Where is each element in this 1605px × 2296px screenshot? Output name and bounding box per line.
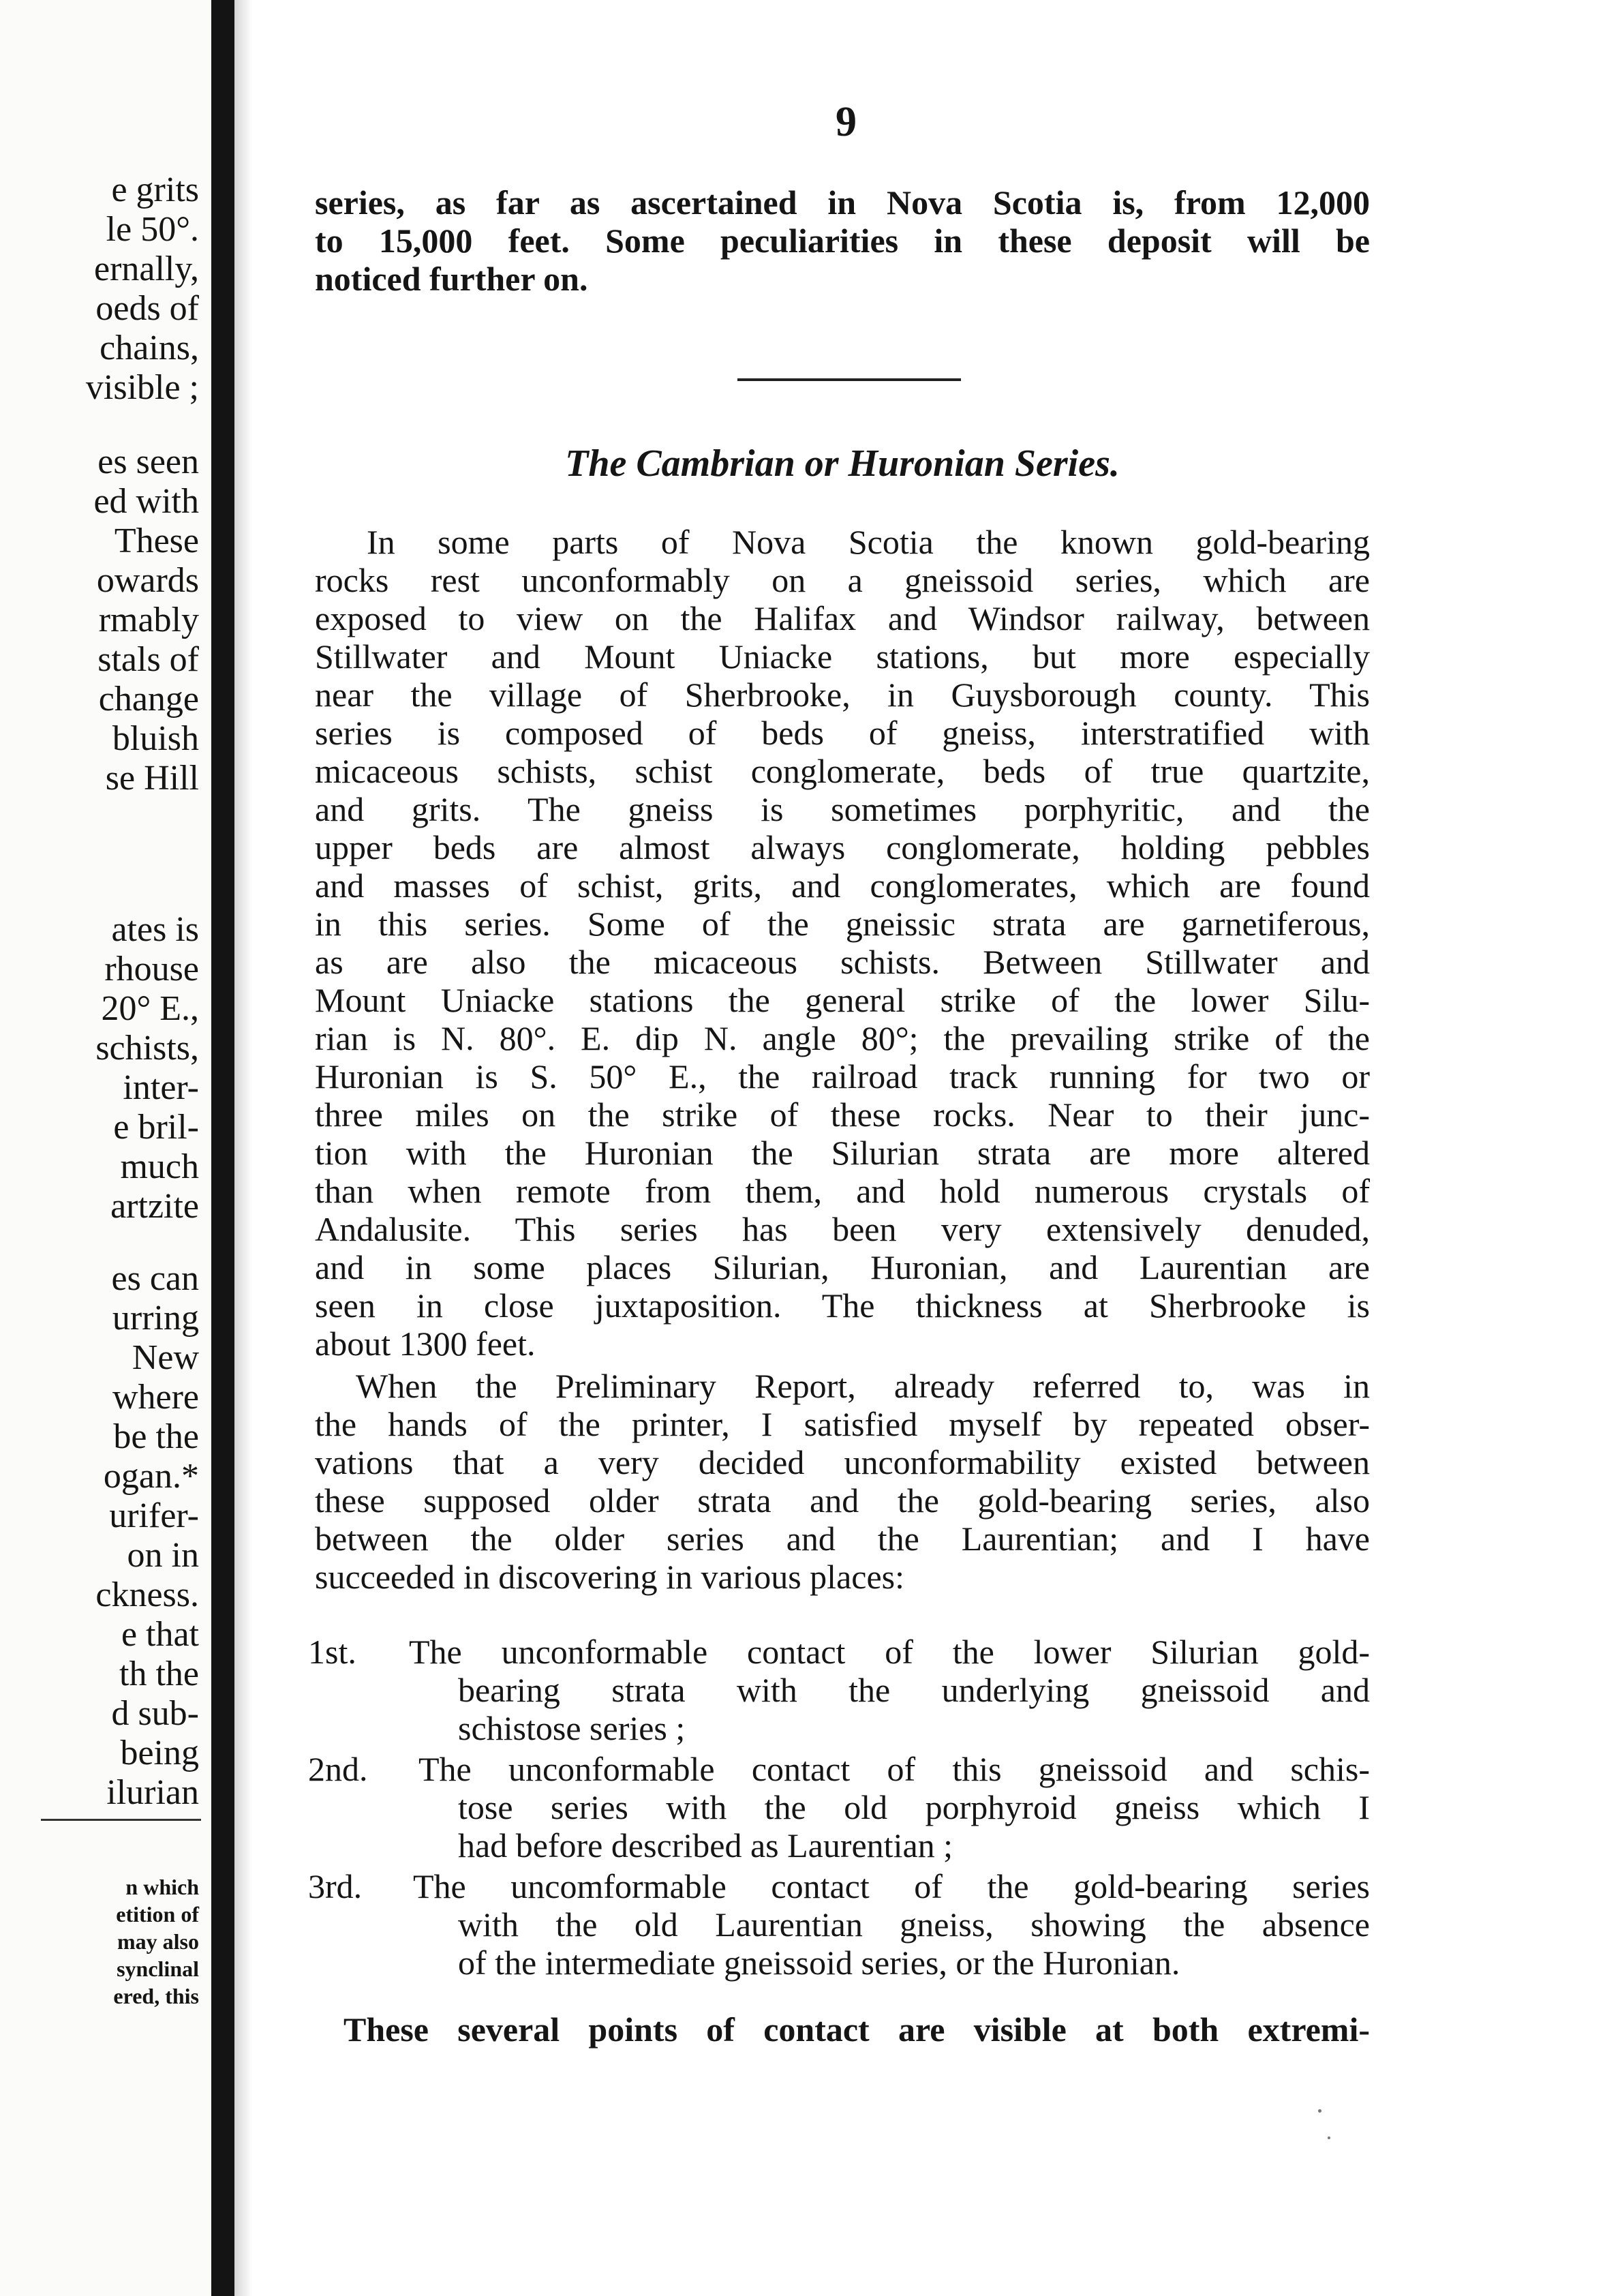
paragraph-line: vations that a very decided unconformability existed between bbox=[315, 1443, 1370, 1481]
paragraph-line: in this series. Some of the gneissic strata are garnetiferous, bbox=[315, 905, 1370, 943]
list-item-line: The uncomformable contact of the gold-bearing series bbox=[413, 1867, 1370, 1905]
left-page-line: ogan.* bbox=[103, 1457, 199, 1496]
top-paragraph-line: to 15,000 feet. Some peculiarities in these deposit will be bbox=[315, 222, 1370, 260]
section-title: The Cambrian or Huronian Series. bbox=[565, 442, 1120, 485]
left-page-line: ernally, bbox=[94, 250, 199, 288]
left-page-line: much bbox=[120, 1147, 199, 1186]
paragraph-line: Stillwater and Mount Uniacke stations, but more especially bbox=[315, 637, 1370, 676]
list-item-line: The unconformable contact of this gneissoid and schis- bbox=[418, 1750, 1370, 1788]
left-page-line: e bril- bbox=[113, 1108, 199, 1147]
paragraph-line: these supposed older strata and the gold-bearing series, also bbox=[315, 1481, 1370, 1520]
left-page-line: change bbox=[98, 680, 199, 719]
left-page-line: e grits bbox=[111, 170, 199, 209]
paragraph-line: rocks rest unconformably on a gneissoid series, which are bbox=[315, 561, 1370, 599]
left-page-line: New bbox=[132, 1338, 199, 1377]
paragraph-line: upper beds are almost always conglomerate, holding pebbles bbox=[315, 828, 1370, 866]
paragraph-line: and grits. The gneiss is sometimes porphyritic, and the bbox=[315, 790, 1370, 828]
spine-shadow bbox=[234, 0, 252, 2296]
left-page-line: rhouse bbox=[104, 950, 199, 988]
left-page-line: th the bbox=[119, 1655, 199, 1693]
paragraph-line: seen in close juxtaposition. The thickness at Sherbrooke is bbox=[315, 1286, 1370, 1325]
left-page-line: be the bbox=[113, 1417, 199, 1456]
paragraph-line: between the older series and the Laurentian; and I have bbox=[315, 1520, 1370, 1558]
paragraph-line: micaceous schists, schist conglomerate, beds of true quartzite, bbox=[315, 752, 1370, 790]
left-page-line: owards bbox=[96, 561, 199, 600]
left-page-line: ates is bbox=[111, 910, 199, 949]
scan-speck bbox=[1328, 2136, 1330, 2139]
left-page-line: chains, bbox=[100, 329, 199, 367]
paragraph-line: In some parts of Nova Scotia the known gold-bearing bbox=[367, 523, 1370, 561]
left-footnote-line: etition of bbox=[116, 1902, 199, 1927]
left-page-line: ed with bbox=[93, 482, 199, 521]
left-page-line: le 50°. bbox=[106, 210, 199, 249]
paragraph-line: rian is N. 80°. E. dip N. angle 80°; the prevailing strike of the bbox=[315, 1019, 1370, 1057]
left-page-line: schists, bbox=[95, 1029, 199, 1068]
left-page-line: ilurian bbox=[106, 1773, 199, 1812]
left-footnote-rule bbox=[41, 1819, 201, 1821]
paragraph-line: Huronian is S. 50° E., the railroad track running for two or bbox=[315, 1057, 1370, 1096]
paragraph-line: and in some places Silurian, Huronian, and Laurentian are bbox=[315, 1248, 1370, 1286]
left-page-line: ckness. bbox=[95, 1575, 199, 1614]
left-page-line: inter- bbox=[123, 1068, 199, 1107]
scan-speck bbox=[1318, 2109, 1321, 2113]
top-paragraph-line: series, as far as ascertained in Nova Scotia is, from 12,000 bbox=[315, 183, 1370, 222]
left-page-line: 20° E., bbox=[101, 989, 199, 1028]
top-paragraph-line: noticed further on. bbox=[315, 260, 588, 298]
left-page-line: being bbox=[120, 1734, 199, 1772]
left-footnote-line: may also bbox=[117, 1929, 199, 1954]
paragraph-line: three miles on the strike of these rocks. Near to their junc- bbox=[315, 1096, 1370, 1134]
left-page-line: These bbox=[114, 522, 199, 560]
list-item-line: bearing strata with the underlying gneissoid and bbox=[458, 1671, 1370, 1709]
left-page-line: artzite bbox=[110, 1187, 199, 1226]
list-item-line: with the old Laurentian gneiss, showing the absence bbox=[458, 1905, 1370, 1944]
left-page-line: rmably bbox=[98, 601, 199, 639]
paragraph-line: and masses of schist, grits, and conglomerates, which are found bbox=[315, 866, 1370, 905]
left-page-line: oeds of bbox=[95, 289, 199, 328]
paragraph-line: exposed to view on the Halifax and Windsor railway, between bbox=[315, 599, 1370, 637]
left-page-line: urifer- bbox=[109, 1496, 199, 1535]
paragraph-line: about 1300 feet. bbox=[315, 1325, 536, 1363]
left-footnote-line: synclinal bbox=[117, 1957, 199, 1981]
left-page-line: on in bbox=[127, 1536, 199, 1575]
left-footnote-line: n which bbox=[125, 1875, 199, 1899]
left-page-fragment bbox=[0, 0, 211, 2296]
paragraph-line: succeeded in discovering in various places: bbox=[315, 1558, 904, 1596]
paragraph-line: near the village of Sherbrooke, in Guysborough county. This bbox=[315, 676, 1370, 714]
section-divider-rule bbox=[737, 378, 961, 381]
left-page-line: visible ; bbox=[85, 368, 199, 407]
list-item-label: 3rd. bbox=[308, 1867, 363, 1905]
left-page-line: es can bbox=[111, 1259, 199, 1298]
paragraph-line: Mount Uniacke stations the general strike of the lower Silu- bbox=[315, 981, 1370, 1019]
paragraph-line: than when remote from them, and hold numerous crystals of bbox=[315, 1172, 1370, 1210]
left-page-line: stals of bbox=[97, 640, 199, 679]
closing-line: These several points of contact are visible at both extremi- bbox=[343, 2010, 1370, 2049]
paragraph-line: as are also the micaceous schists. Between Stillwater and bbox=[315, 943, 1370, 981]
list-item-line: The unconformable contact of the lower Silurian gold- bbox=[409, 1633, 1370, 1671]
left-page-line: d sub- bbox=[111, 1694, 199, 1733]
left-page-line: urring bbox=[112, 1299, 199, 1338]
paragraph-line: When the Preliminary Report, already referred to, was in bbox=[356, 1367, 1370, 1405]
left-page-line: where bbox=[112, 1378, 199, 1417]
book-spine bbox=[211, 0, 234, 2296]
paragraph-line: Andalusite. This series has been very extensively denuded, bbox=[315, 1210, 1370, 1248]
list-item-line: tose series with the old porphyroid gneiss which I bbox=[458, 1788, 1370, 1826]
paragraph-line: tion with the Huronian the Silurian strata are more altered bbox=[315, 1134, 1370, 1172]
page-number: 9 bbox=[836, 99, 857, 145]
list-item-line: of the intermediate gneissoid series, or the Huronian. bbox=[458, 1944, 1180, 1982]
list-item-line: had before described as Laurentian ; bbox=[458, 1826, 953, 1864]
list-item-label: 2nd. bbox=[308, 1750, 368, 1788]
left-page-line: e that bbox=[121, 1615, 199, 1654]
left-page-line: se Hill bbox=[105, 759, 199, 798]
left-footnote-line: ered, this bbox=[113, 1984, 199, 2008]
list-item-line: schistose series ; bbox=[458, 1709, 686, 1747]
left-page-line: es seen bbox=[97, 442, 199, 481]
paragraph-line: series is composed of beds of gneiss, interstratified with bbox=[315, 714, 1370, 752]
left-page-line: bluish bbox=[112, 719, 199, 758]
list-item-label: 1st. bbox=[308, 1633, 356, 1671]
paragraph-line: the hands of the printer, I satisfied myself by repeated obser- bbox=[315, 1405, 1370, 1443]
